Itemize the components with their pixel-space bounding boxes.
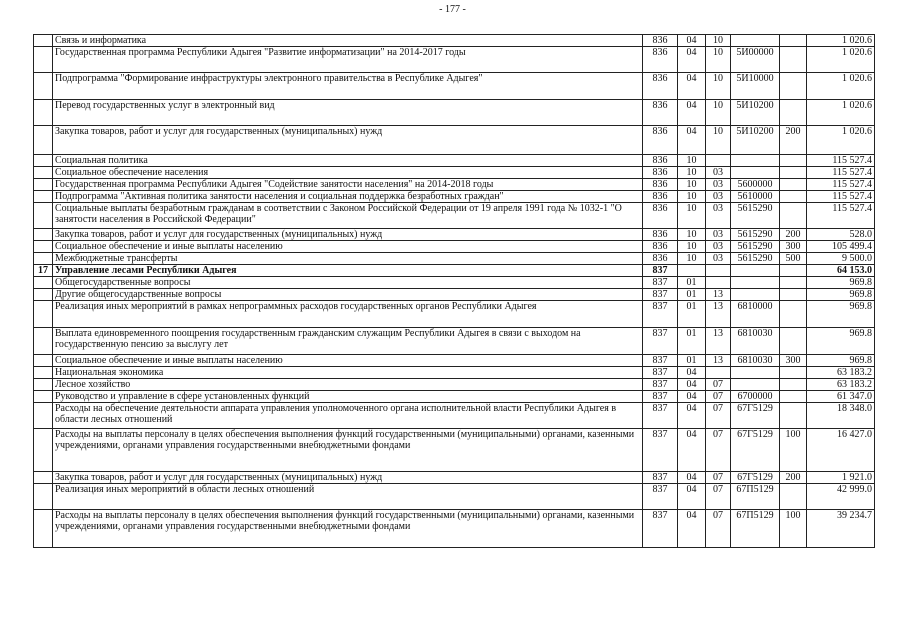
row-rz: 10 [678,203,706,229]
row-vr: 200 [780,472,807,484]
row-ved: 837 [643,355,678,367]
row-name: Межбюджетные трансферты [53,253,643,265]
row-name: Социальное обеспечение населения [53,167,643,179]
table-row [34,429,875,472]
row-rz: 04 [678,100,706,126]
row-sum: 969.8 [807,277,875,289]
row-vr [780,367,807,379]
row-sum: 115 527.4 [807,167,875,179]
row-csr [731,35,780,47]
row-vr: 200 [780,229,807,241]
row-name: Управление лесами Республики Адыгея [53,265,643,277]
row-ved: 837 [643,484,678,510]
row-ved: 837 [643,391,678,403]
row-number [34,253,53,265]
row-sum: 969.8 [807,328,875,355]
row-ved: 837 [643,301,678,328]
row-ved: 837 [643,289,678,301]
row-name: Социальная политика [53,155,643,167]
row-vr [780,277,807,289]
row-sum: 63 183.2 [807,367,875,379]
row-pr: 03 [706,167,731,179]
row-number: 17 [34,265,53,277]
row-sum: 1 921.0 [807,472,875,484]
table-row [34,155,875,167]
row-sum: 64 153.0 [807,265,875,277]
row-pr: 07 [706,472,731,484]
table-row [34,328,875,355]
row-pr [706,155,731,167]
row-name: Социальное обеспечение и иные выплаты населению [53,241,643,253]
row-vr [780,73,807,100]
row-sum: 18 348.0 [807,403,875,429]
row-vr [780,100,807,126]
row-sum: 115 527.4 [807,179,875,191]
row-ved: 837 [643,277,678,289]
row-csr: 6810030 [731,355,780,367]
row-number [34,510,53,548]
row-number [34,429,53,472]
row-csr: 5610000 [731,191,780,203]
table-row [34,73,875,100]
row-number [34,472,53,484]
row-sum: 115 527.4 [807,203,875,229]
row-sum: 969.8 [807,301,875,328]
row-name: Реализация иных мероприятий в рамках непрограммных расходов государственных органов Республики Адыгея [53,301,643,328]
row-sum: 115 527.4 [807,155,875,167]
table-row [34,472,875,484]
row-pr [706,265,731,277]
row-rz: 04 [678,510,706,548]
row-number [34,126,53,155]
row-ved: 836 [643,229,678,241]
row-csr: 67П5129 [731,510,780,548]
table-row [34,379,875,391]
row-csr [731,265,780,277]
row-number [34,355,53,367]
row-rz: 04 [678,472,706,484]
row-vr [780,35,807,47]
row-name: Другие общегосударственные вопросы [53,289,643,301]
row-rz: 10 [678,179,706,191]
row-ved: 836 [643,155,678,167]
row-vr [780,403,807,429]
row-vr [780,155,807,167]
row-ved: 836 [643,179,678,191]
row-pr [706,277,731,289]
row-vr [780,203,807,229]
row-ved: 837 [643,429,678,472]
row-pr: 13 [706,301,731,328]
row-pr [706,367,731,379]
row-rz: 10 [678,253,706,265]
row-sum: 61 347.0 [807,391,875,403]
row-ved: 837 [643,328,678,355]
table-row [34,265,875,277]
page-number: - 177 - [439,4,466,15]
row-csr: 5И10200 [731,126,780,155]
row-ved: 836 [643,203,678,229]
row-ved: 837 [643,379,678,391]
row-vr [780,484,807,510]
row-pr: 10 [706,100,731,126]
table-row [34,277,875,289]
row-number [34,301,53,328]
row-name: Реализация иных мероприятий в области лесных отношений [53,484,643,510]
row-csr: 5И10200 [731,100,780,126]
row-vr [780,191,807,203]
row-pr: 07 [706,379,731,391]
row-sum: 528.0 [807,229,875,241]
row-vr: 200 [780,126,807,155]
row-name: Подпрограмма "Формирование инфраструктуры электронного правительства в Республике Адыгея" [53,73,643,100]
row-name: Национальная экономика [53,367,643,379]
row-sum: 9 500.0 [807,253,875,265]
row-name: Расходы на обеспечение деятельности аппарата управления уполномоченного органа исполнительной власти Республики Адыгея в области лесных отношений [53,403,643,429]
row-csr: 5615290 [731,253,780,265]
row-number [34,379,53,391]
row-csr: 6700000 [731,391,780,403]
row-pr: 07 [706,391,731,403]
row-ved: 836 [643,253,678,265]
row-csr [731,277,780,289]
row-name: Социальные выплаты безработным гражданам в соответствии с Законом Российской Федерации от 19 апреля 1991 года № 1032-1 "О занятости населения в Российской Федерации" [53,203,643,229]
row-number [34,367,53,379]
row-pr: 03 [706,203,731,229]
table-row [34,510,875,548]
row-name: Связь и информатика [53,35,643,47]
row-csr: 67П5129 [731,484,780,510]
row-rz: 10 [678,241,706,253]
table-row [34,47,875,73]
row-vr [780,47,807,73]
row-vr [780,379,807,391]
row-rz: 04 [678,367,706,379]
row-rz: 04 [678,429,706,472]
row-ved: 836 [643,100,678,126]
table-row [34,241,875,253]
row-number [34,100,53,126]
row-vr: 100 [780,510,807,548]
row-number [34,203,53,229]
row-sum: 39 234.7 [807,510,875,548]
row-pr: 03 [706,241,731,253]
row-number [34,277,53,289]
row-name: Расходы на выплаты персоналу в целях обеспечения выполнения функций государственными (муниципальными) органами, казенными учреждениями, органами управления государственными внебюджетными фондами [53,429,643,472]
table-row [34,367,875,379]
table-row [34,484,875,510]
row-sum: 1 020.6 [807,73,875,100]
row-vr [780,328,807,355]
row-number [34,289,53,301]
row-pr: 13 [706,355,731,367]
row-vr: 300 [780,241,807,253]
row-ved: 837 [643,265,678,277]
row-sum: 63 183.2 [807,379,875,391]
row-sum: 1 020.6 [807,100,875,126]
row-sum: 969.8 [807,289,875,301]
row-ved: 836 [643,241,678,253]
row-csr: 67Г5129 [731,472,780,484]
row-name: Общегосударственные вопросы [53,277,643,289]
row-rz: 01 [678,328,706,355]
row-csr: 67Г5129 [731,429,780,472]
budget-table [33,34,875,548]
row-name: Закупка товаров, работ и услуг для государственных (муниципальных) нужд [53,126,643,155]
row-ved: 836 [643,167,678,179]
table-row [34,355,875,367]
row-csr: 5600000 [731,179,780,191]
row-ved: 836 [643,47,678,73]
row-number [34,167,53,179]
table-row [34,289,875,301]
row-pr: 07 [706,403,731,429]
table-row [34,100,875,126]
row-csr: 6810030 [731,328,780,355]
row-rz: 10 [678,155,706,167]
row-pr: 07 [706,484,731,510]
row-csr: 5И00000 [731,47,780,73]
table-row [34,229,875,241]
row-csr [731,155,780,167]
row-csr: 5615290 [731,229,780,241]
row-number [34,155,53,167]
row-rz: 10 [678,229,706,241]
row-ved: 837 [643,367,678,379]
row-sum: 1 020.6 [807,47,875,73]
row-rz: 04 [678,403,706,429]
row-ved: 836 [643,126,678,155]
row-csr [731,379,780,391]
row-sum: 16 427.0 [807,429,875,472]
row-rz: 04 [678,484,706,510]
row-rz: 10 [678,191,706,203]
row-vr [780,289,807,301]
row-number [34,391,53,403]
row-vr: 100 [780,429,807,472]
row-sum: 1 020.6 [807,35,875,47]
row-vr [780,301,807,328]
row-ved: 837 [643,472,678,484]
row-number [34,191,53,203]
row-number [34,179,53,191]
row-number [34,73,53,100]
row-sum: 42 999.0 [807,484,875,510]
row-rz: 04 [678,126,706,155]
row-pr: 10 [706,126,731,155]
row-vr: 300 [780,355,807,367]
row-pr: 03 [706,229,731,241]
row-rz: 01 [678,355,706,367]
row-name: Подпрограмма "Активная политика занятости населения и социальная поддержка безработных граждан" [53,191,643,203]
row-rz: 04 [678,379,706,391]
row-rz: 01 [678,277,706,289]
row-rz: 04 [678,73,706,100]
row-rz [678,265,706,277]
row-name: Государственная программа Республики Адыгея "Содействие занятости населения" на 2014-2018 годы [53,179,643,191]
row-ved: 837 [643,403,678,429]
row-pr: 03 [706,191,731,203]
row-ved: 836 [643,73,678,100]
row-pr: 03 [706,179,731,191]
table-row [34,126,875,155]
row-name: Расходы на выплаты персоналу в целях обеспечения выполнения функций государственными (муниципальными) органами, казенными учреждениями, органами управления государственными внебюджетными фондами [53,510,643,548]
row-number [34,484,53,510]
row-csr [731,167,780,179]
row-ved: 836 [643,191,678,203]
row-pr: 07 [706,510,731,548]
table-row [34,391,875,403]
row-sum: 115 527.4 [807,191,875,203]
table-row [34,203,875,229]
row-csr [731,289,780,301]
row-pr: 03 [706,253,731,265]
table-row [34,179,875,191]
row-vr [780,167,807,179]
row-name: Выплата единовременного поощрения государственным гражданским служащим Республики Адыгея в связи с выходом на государственную пенсию за выслугу лет [53,328,643,355]
row-sum: 969.8 [807,355,875,367]
row-name: Закупка товаров, работ и услуг для государственных (муниципальных) нужд [53,229,643,241]
table-row [34,35,875,47]
row-csr: 5615290 [731,241,780,253]
row-csr: 5615290 [731,203,780,229]
row-rz: 04 [678,47,706,73]
table-row [34,301,875,328]
row-csr: 67Г5129 [731,403,780,429]
row-number [34,229,53,241]
row-rz: 04 [678,391,706,403]
row-name: Лесное хозяйство [53,379,643,391]
row-rz: 01 [678,289,706,301]
row-csr: 5И10000 [731,73,780,100]
row-name: Закупка товаров, работ и услуг для государственных (муниципальных) нужд [53,472,643,484]
row-name: Социальное обеспечение и иные выплаты населению [53,355,643,367]
row-csr [731,367,780,379]
row-vr [780,265,807,277]
row-rz: 04 [678,35,706,47]
row-number [34,35,53,47]
row-vr: 500 [780,253,807,265]
table-row [34,167,875,179]
row-number [34,403,53,429]
row-csr: 6810000 [731,301,780,328]
row-pr: 07 [706,429,731,472]
table-row [34,253,875,265]
row-pr: 13 [706,328,731,355]
row-name: Перевод государственных услуг в электронный вид [53,100,643,126]
row-ved: 837 [643,510,678,548]
row-pr: 10 [706,35,731,47]
row-pr: 10 [706,73,731,100]
row-rz: 01 [678,301,706,328]
table-row [34,191,875,203]
row-sum: 1 020.6 [807,126,875,155]
row-name: Государственная программа Республики Адыгея "Развитие информатизации" на 2014-2017 годы [53,47,643,73]
row-ved: 836 [643,35,678,47]
row-sum: 105 499.4 [807,241,875,253]
row-vr [780,179,807,191]
row-name: Руководство и управление в сфере установленных функций [53,391,643,403]
row-pr: 13 [706,289,731,301]
row-vr [780,391,807,403]
row-pr: 10 [706,47,731,73]
table-row [34,403,875,429]
row-rz: 10 [678,167,706,179]
row-number [34,328,53,355]
row-number [34,47,53,73]
row-number [34,241,53,253]
